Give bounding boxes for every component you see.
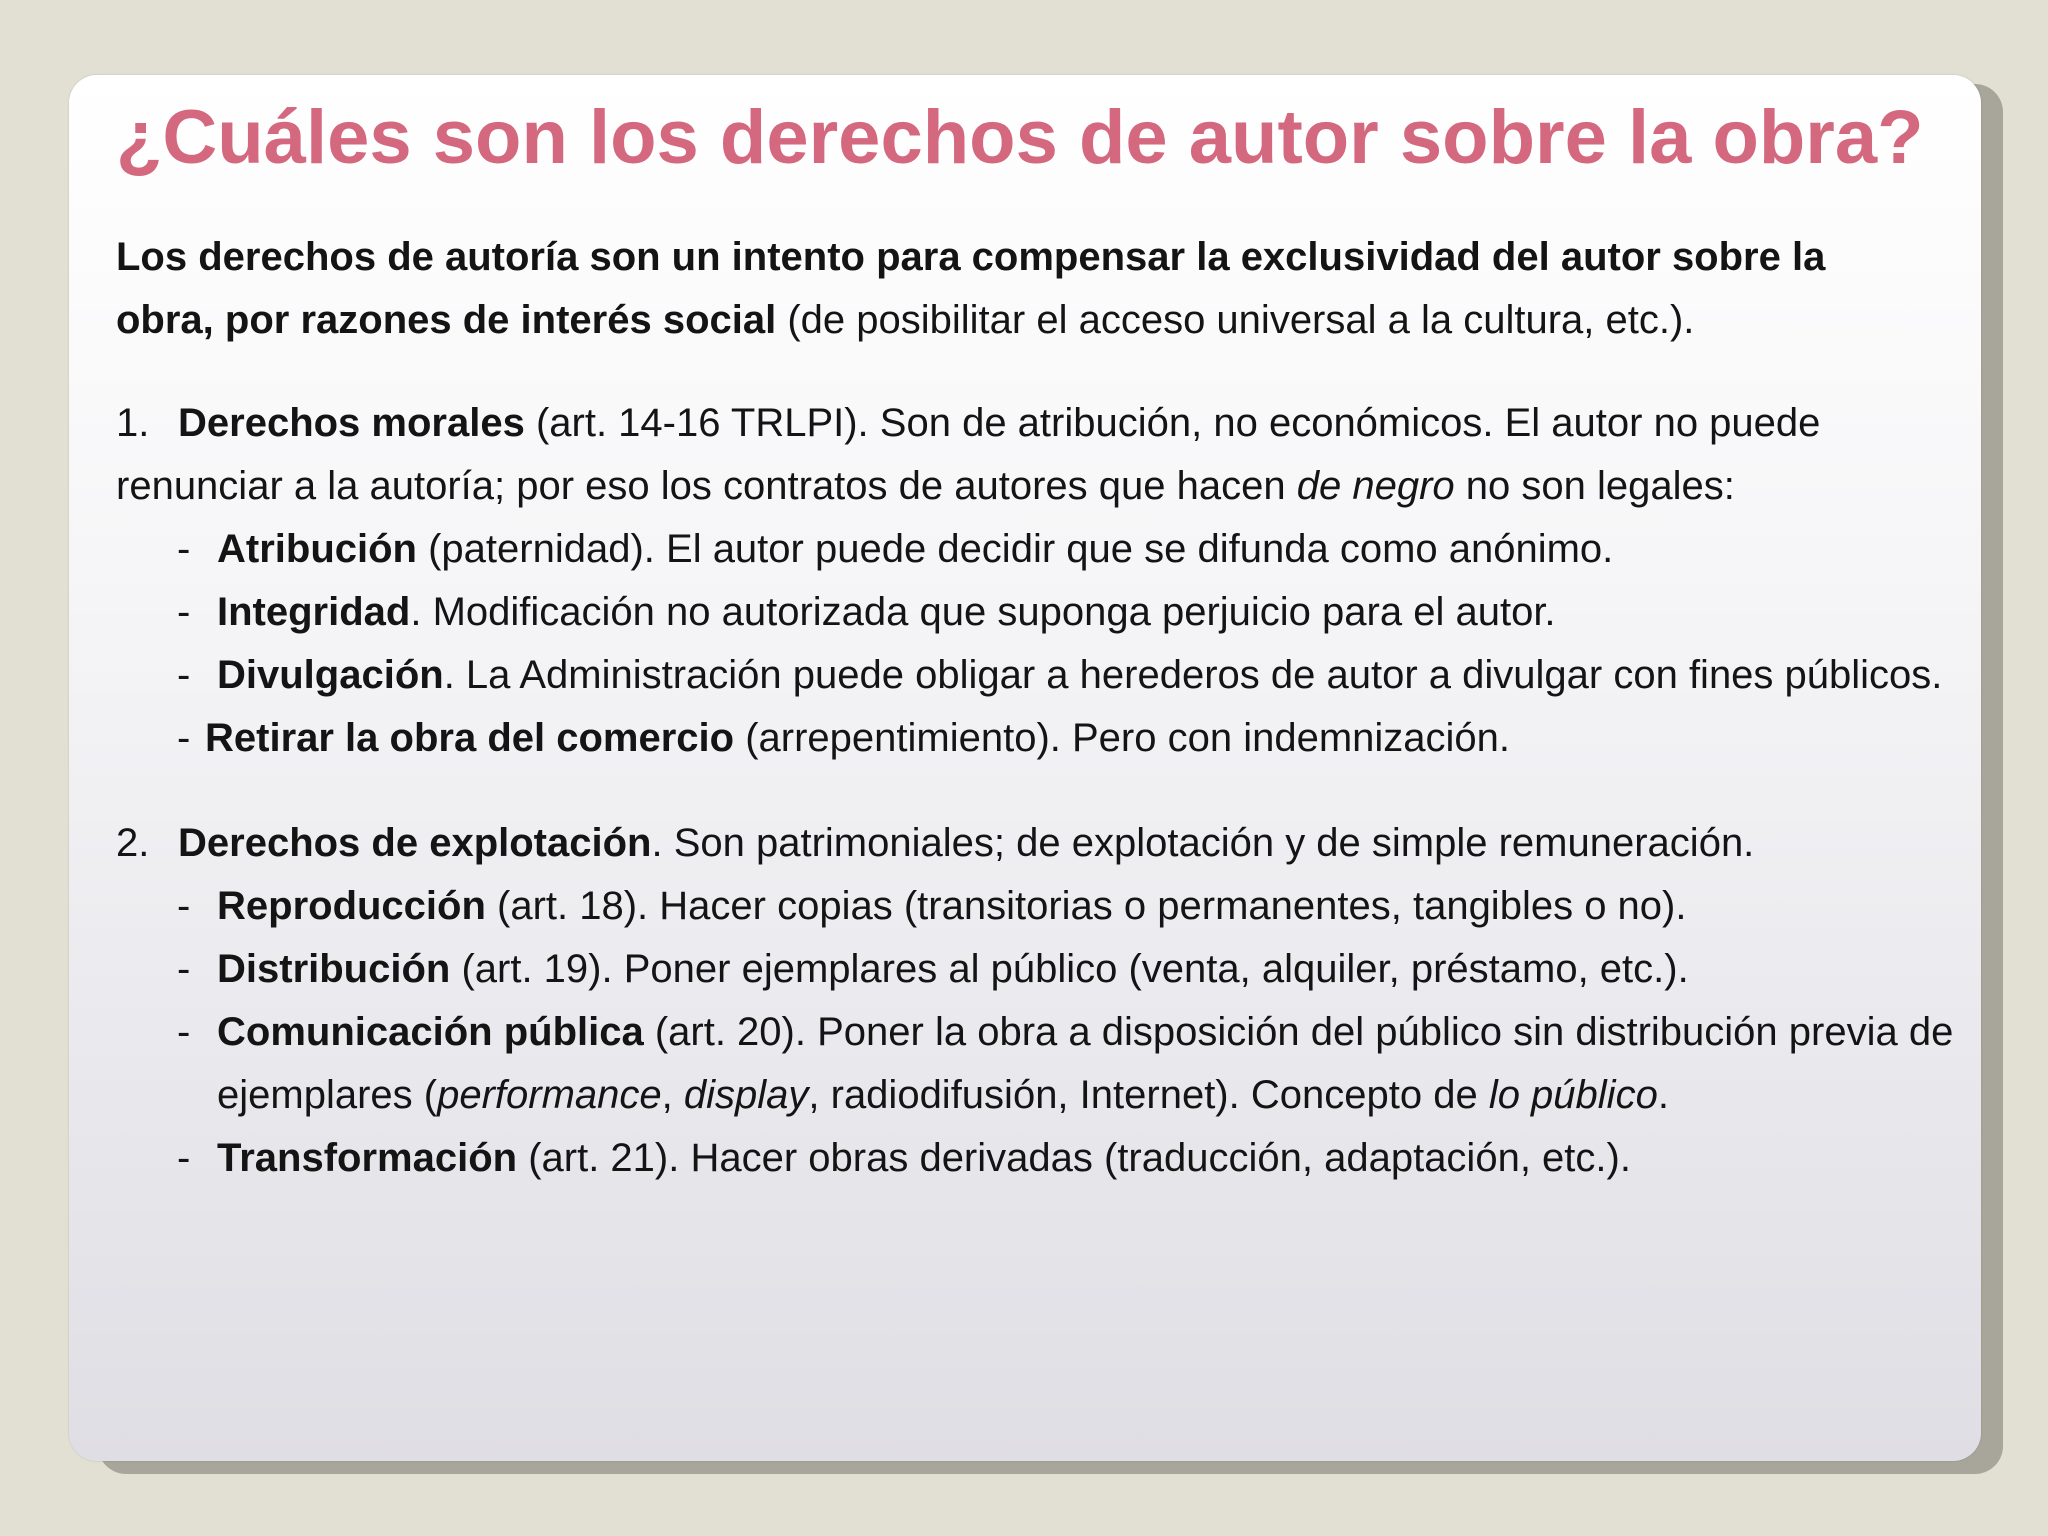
list-item bbox=[116, 707, 1991, 770]
item-text: . La Administración puede obligar a herederos de autor a divulgar con fines públicos. bbox=[443, 653, 1943, 697]
moral-rights-list bbox=[116, 518, 1991, 770]
item-text: (art. 18). Hacer copias (transitorias o permanentes, tangibles o no). bbox=[485, 884, 1687, 928]
dash-bullet: - bbox=[177, 590, 191, 634]
item-term: Comunicación pública bbox=[217, 1010, 644, 1054]
item-text: (arrepentimiento). Pero con indemnización. bbox=[734, 716, 1511, 760]
list-item bbox=[116, 518, 1991, 581]
item-text: , bbox=[661, 1073, 684, 1117]
dash-bullet: - bbox=[177, 653, 191, 697]
section-number: 2. bbox=[116, 821, 150, 865]
list-item bbox=[116, 875, 1991, 938]
item-italic: display bbox=[683, 1073, 809, 1117]
item-term: Divulgación bbox=[217, 653, 444, 697]
list-item bbox=[116, 581, 1991, 644]
section-moral-rights bbox=[116, 392, 1991, 770]
list-item bbox=[116, 1127, 1991, 1190]
dash-bullet: - bbox=[177, 1136, 191, 1180]
item-term: Retirar la obra del comercio bbox=[205, 716, 735, 760]
item-text: (art. 19). Poner ejemplares al público (venta, alquiler, préstamo, etc.). bbox=[450, 947, 1689, 991]
dash-bullet: - bbox=[177, 884, 191, 928]
item-term: Distribución bbox=[217, 947, 451, 991]
section-text: no son legales: bbox=[1454, 464, 1735, 508]
section-number: 1. bbox=[116, 401, 150, 445]
item-term: Transformación bbox=[217, 1136, 518, 1180]
section-text: . Son patrimoniales; de explotación y de simple remuneración. bbox=[651, 821, 1755, 865]
section-heading bbox=[116, 812, 1991, 875]
slide-content bbox=[116, 226, 1991, 1190]
intro-rest: (de posibilitar el acceso universal a la cultura, etc.). bbox=[776, 298, 1695, 342]
list-item bbox=[116, 1001, 1991, 1127]
item-italic: lo público bbox=[1488, 1073, 1658, 1117]
item-text: , radiodifusión, Internet). Concepto de bbox=[808, 1073, 1489, 1117]
item-term: Reproducción bbox=[217, 884, 486, 928]
dash-bullet: - bbox=[177, 947, 191, 991]
dash-bullet: - bbox=[177, 527, 191, 571]
item-text: (art. 20). Poner la obra a disposición del público sin distribución previa de ejemplares ( bbox=[217, 1010, 1954, 1117]
section-heading bbox=[116, 392, 1991, 518]
section-title: Derechos morales bbox=[178, 401, 525, 445]
item-text: . Modificación no autorizada que suponga perjuicio para el autor. bbox=[410, 590, 1556, 634]
list-item bbox=[116, 644, 1991, 707]
intro-paragraph bbox=[116, 226, 1896, 352]
section-italic: de negro bbox=[1296, 464, 1455, 508]
section-exploitation-rights bbox=[116, 812, 1991, 1190]
section-title: Derechos de explotación bbox=[178, 821, 652, 865]
dash-bullet: - bbox=[177, 716, 191, 760]
item-term: Integridad bbox=[217, 590, 411, 634]
item-text: (art. 21). Hacer obras derivadas (traducción, adaptación, etc.). bbox=[517, 1136, 1631, 1180]
slide-title: ¿Cuáles son los derechos de autor sobre la obra? bbox=[116, 95, 1924, 180]
exploitation-rights-list bbox=[116, 875, 1991, 1190]
list-item bbox=[116, 938, 1991, 1001]
item-text: (paternidad). El autor puede decidir que se difunda como anónimo. bbox=[416, 527, 1614, 571]
item-text: . bbox=[1657, 1073, 1669, 1117]
section-text: (art. 14-16 TRLPI). Son de atribución, no económicos. El autor no puede renunciar a la autoría; por eso los contratos de autores que hacen bbox=[116, 401, 1821, 508]
intro-bold: Los derechos de autoría son un intento para compensar la exclusividad del autor sobre la obra, por razones de interés social bbox=[116, 235, 1826, 342]
dash-bullet: - bbox=[177, 1010, 191, 1054]
item-term: Atribución bbox=[217, 527, 417, 571]
item-italic: performance bbox=[437, 1073, 662, 1117]
